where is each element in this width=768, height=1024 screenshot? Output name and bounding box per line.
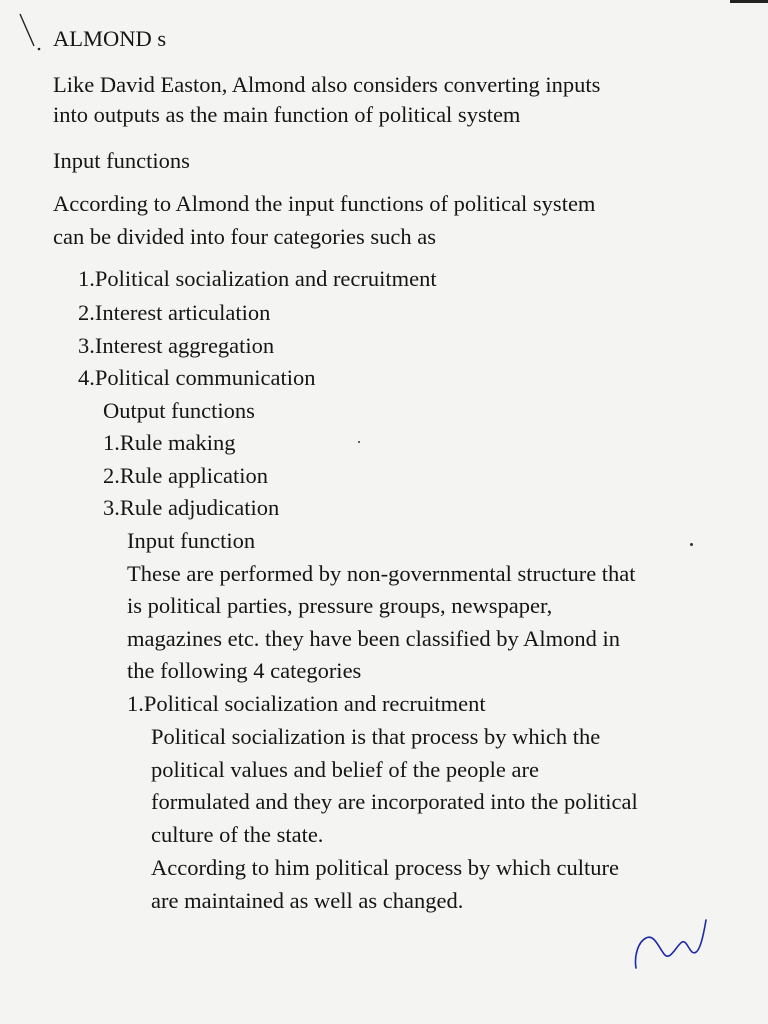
handwritten-page-number — [628, 916, 718, 976]
list-item — [103, 497, 279, 520]
body-line: the following 4 categories — [127, 658, 362, 683]
list-number: 4. — [78, 365, 95, 390]
list-number: 2. — [103, 463, 120, 488]
body-line: culture of the state. — [151, 822, 324, 847]
body-line: political values and belief of the people are — [151, 757, 539, 782]
list-item — [78, 367, 315, 390]
body-line: magazines etc. they have been classified by Almond in — [127, 626, 620, 651]
list-number: 1. — [127, 691, 144, 716]
body-line: Political socialization is that process by which the — [151, 724, 601, 749]
scan-dot — [358, 441, 360, 443]
list-text: Interest articulation — [94, 300, 271, 325]
list-item — [78, 302, 270, 325]
input-function-heading: Input function — [127, 528, 256, 553]
list-item — [103, 432, 235, 455]
list-item — [78, 268, 437, 291]
list-text: Rule making — [119, 430, 236, 455]
list-number: 1. — [78, 266, 95, 291]
intro-line-1: Like David Easton, Almond also considers converting inputs — [53, 72, 601, 97]
list-item — [127, 693, 486, 716]
scan-top-border — [730, 0, 768, 3]
input-functions-heading: Input functions — [53, 148, 190, 173]
list-number: 3. — [78, 333, 95, 358]
output-functions-heading: Output functions — [103, 398, 255, 423]
list-text: Political socialization and recruitment — [94, 266, 437, 291]
list-number: 2. — [78, 300, 95, 325]
list-text: Rule application — [119, 463, 268, 488]
list-text: Political socialization and recruitment — [143, 691, 486, 716]
list-item — [78, 335, 274, 358]
scan-dot — [690, 543, 693, 546]
body-line: formulated and they are incorporated into the political — [151, 789, 638, 814]
list-number: 1. — [103, 430, 120, 455]
list-item — [103, 465, 268, 488]
list-number: 3. — [103, 495, 120, 520]
intro-line-2: into outputs as the main function of political system — [53, 102, 521, 127]
heading: ALMOND s — [53, 26, 167, 51]
input-intro-line-1: According to Almond the input functions of political system — [53, 191, 596, 216]
list-text: Interest aggregation — [94, 333, 275, 358]
body-line: are maintained as well as changed. — [151, 888, 464, 913]
list-text: Rule adjudication — [119, 495, 280, 520]
body-line: is political parties, pressure groups, newspaper, — [127, 593, 553, 618]
scan-tick-mark — [18, 12, 48, 52]
body-line: These are performed by non-governmental structure that — [127, 561, 636, 586]
list-text: Political communication — [94, 365, 316, 390]
body-line: According to him political process by which culture — [151, 855, 620, 880]
input-intro-line-2: can be divided into four categories such as — [53, 224, 436, 249]
